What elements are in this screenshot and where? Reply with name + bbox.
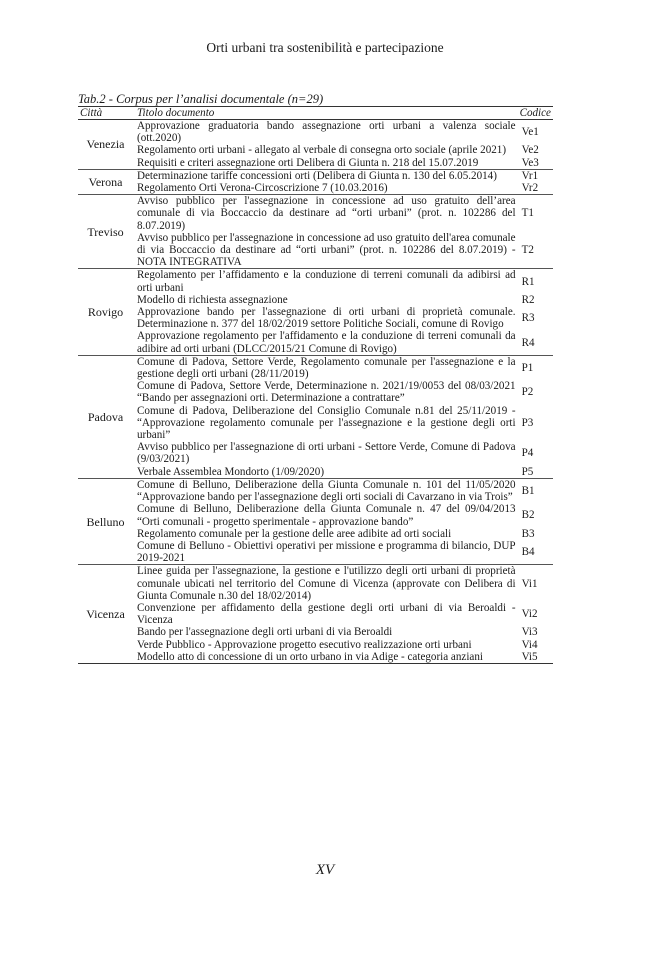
running-header: Orti urbani tra sostenibilità e partecipazione: [206, 40, 444, 55]
table-row: [78, 651, 553, 664]
table-row: [78, 269, 553, 294]
document-title-cell: Comune di Padova, Deliberazione del Consiglio Comunale n.81 del 25/11/2019 - “Approvazione regolamento comunale per l'assegnazione e la gestione degli orti urbani”: [137, 404, 516, 442]
table-row: [78, 626, 553, 638]
document-code-cell: R1: [521, 275, 535, 288]
document-title-cell: Comune di Padova, Settore Verde, Regolamento comunale per l'assegnazione e la gestione degli orti urbani (28/11/2019): [137, 355, 516, 381]
document-title-cell: Approvazione graduatoria bando assegnazione orti urbani a valenza sociale (ott.2020): [137, 120, 516, 145]
table-row: [78, 144, 553, 156]
document-title-cell: Comune di Belluno, Deliberazione della Giunta Comunale n. 47 del 09/04/2013 “Orti comunali - progetto sperimentale - approvazione bando”: [137, 503, 516, 528]
table-header: [78, 107, 553, 120]
table-row: [78, 232, 553, 269]
document-code-cell: P5: [521, 465, 534, 478]
document-code-cell: T2: [521, 244, 534, 257]
city-group: [78, 565, 553, 664]
city-cell: Rovigo: [87, 305, 124, 320]
document-code-cell: Ve3: [521, 156, 539, 169]
document-title-cell: Convenzione per affidamento della gestione degli orti urbani di via Beroaldi - Vicenza: [137, 601, 516, 627]
document-code-cell: Vr1: [521, 169, 539, 182]
city-cell: Venezia: [86, 137, 125, 152]
table-row: [78, 528, 553, 540]
city-group: [78, 269, 553, 355]
document-title-cell: Verbale Assemblea Mondorto (1/09/2020): [137, 465, 325, 478]
table-row: [78, 380, 553, 404]
table-row: [78, 182, 553, 195]
city-group: [78, 195, 553, 269]
document-code-cell: R4: [521, 336, 535, 349]
document-code-cell: Vi2: [521, 608, 538, 621]
document-title-cell: Modello di richiesta assegnazione: [137, 293, 288, 306]
city-group: [78, 120, 553, 170]
table-row: [78, 503, 553, 527]
city-cell: Vicenza: [86, 607, 125, 622]
document-code-cell: Vi4: [521, 638, 538, 651]
table-row: [78, 306, 553, 330]
document-code-cell: P2: [521, 386, 534, 399]
document-code-cell: B4: [521, 546, 535, 558]
table-row: [78, 478, 553, 503]
document-title-cell: Regolamento orti urbani - allegato al verbale di consegna orto sociale (aprile 2021): [137, 144, 507, 157]
document-code-cell: T1: [521, 207, 534, 220]
document-title-cell: Regolamento per l’affidamento e la conduzione di terreni comunali da adibirsi ad orti urbani: [137, 269, 516, 294]
document-title-cell: Comune di Belluno, Deliberazione della Giunta Comunale n. 101 del 11/05/2020 “Approvazione bando per l'assegnazione degli orti sociali di Cavarzano in via Trois”: [137, 478, 516, 504]
document-title-cell: Approvazione bando per l'assegnazione di orti urbani di proprietà comunale. Determinazione n. 377 del 18/02/2019 settore Politiche Sociali, comune di Rovigo: [137, 306, 516, 331]
document-code-cell: Vi3: [521, 626, 538, 639]
document-code-cell: Vi1: [521, 577, 538, 590]
table-row: [78, 602, 553, 626]
document-title-cell: Avviso pubblico per l'assegnazione di orti urbani - Settore Verde, Comune di Padova (9/03/2021): [137, 441, 516, 466]
document-code-cell: P3: [521, 416, 534, 429]
document-code-cell: Ve2: [521, 144, 539, 157]
document-title-cell: Approvazione regolamento per l'affidamento e la conduzione di terreni comunali da adibire ad orti urbani (DLCC/2015/21 Comune di Rovigo): [137, 330, 516, 355]
page-number: XV: [315, 862, 335, 878]
table-row: [78, 120, 553, 145]
document-code-cell: B3: [521, 527, 535, 540]
document-title-cell: Regolamento Orti Verona-Circoscrizione 7 (10.03.2016): [137, 182, 388, 195]
document-code-cell: P1: [521, 361, 534, 374]
document-title-cell: Requisiti e criteri assegnazione orti Delibera di Giunta n. 218 del 15.07.2019: [137, 156, 479, 169]
column-header-code: Codice: [519, 107, 551, 119]
document-code-cell: Vi5: [521, 650, 538, 663]
table-row: [78, 466, 553, 479]
table-row: [78, 540, 553, 565]
city-cell: Padova: [87, 409, 124, 424]
document-corpus-table: [78, 106, 553, 664]
column-header-title: Titolo documento: [137, 107, 215, 119]
document-title-cell: Regolamento comunale per la gestione delle aree adibite ad orti sociali: [137, 527, 452, 540]
table-caption: Tab.2 - Corpus per l’analisi documentale (n=29): [78, 92, 324, 106]
column-header-city: Città: [80, 107, 103, 119]
table-row: [78, 330, 553, 355]
document-code-cell: R2: [521, 293, 535, 306]
table-row: [78, 169, 553, 182]
document-title-cell: Determinazione tariffe concessioni orti (Delibera di Giunta n. 130 del 6.05.2014): [137, 169, 497, 182]
document-code-cell: Ve1: [521, 126, 539, 139]
table-row: [78, 294, 553, 306]
table-row: [78, 157, 553, 170]
table-row: [78, 639, 553, 651]
table-row: [78, 565, 553, 602]
table-row: [78, 355, 553, 380]
city-cell: Verona: [88, 174, 123, 189]
document-title-cell: Comune di Padova, Settore Verde, Determinazione n. 2021/19/0053 del 08/03/2021 “Bando per assegnazioni orti. Determinazione a contrattare”: [137, 380, 516, 405]
city-cell: Treviso: [87, 224, 124, 239]
city-group: [78, 169, 553, 194]
table-header-row: [78, 107, 553, 120]
document-code-cell: Vr2: [521, 182, 539, 195]
document-code-cell: P4: [521, 447, 534, 460]
document-title-cell: Modello atto di concessione di un orto urbano in via Adige - categoria anziani: [137, 650, 483, 663]
table-row: [78, 441, 553, 465]
city-group: [78, 355, 553, 478]
city-cell: Belluno: [86, 514, 125, 529]
table-row: [78, 405, 553, 442]
table-row: [78, 195, 553, 232]
city-group: [78, 478, 553, 564]
document-code-cell: B2: [521, 509, 535, 522]
document-code-cell: R3: [521, 312, 535, 325]
document-title-cell: Avviso pubblico per l'assegnazione in concessione ad uso gratuito dell’area comunale di via Boccaccio da destinare ad “orti urbani” (prot. n. 102286 del 8.07.2019): [137, 195, 516, 232]
document-title-cell: Linee guida per l'assegnazione, la gestione e l'utilizzo degli orti urbani di proprietà comunale ubicati nel territorio del Comune di Vicenza (approvate con Delibera di Giunta Comunale n.30 del 18/02/2014): [137, 565, 516, 602]
document-title-cell: Bando per l'assegnazione degli orti urbani di via Beroaldi: [137, 626, 393, 639]
document-code-cell: B1: [521, 484, 535, 497]
document-title-cell: Verde Pubblico - Approvazione progetto esecutivo realizzazione orti urbani: [137, 638, 472, 651]
document-table-container: [78, 106, 553, 664]
document-title-cell: Comune di Belluno - Obiettivi operativi per missione e programma di bilancio, DUP 2019-2021: [137, 539, 516, 565]
document-title-cell: Avviso pubblico per l'assegnazione in concessione ad uso gratuito dell'area comunale di via Boccaccio da destinare ad “orti urbani” (prot. n. 102286 del 8.07.2019) - NOTA INTEGRATIVA: [137, 231, 516, 269]
